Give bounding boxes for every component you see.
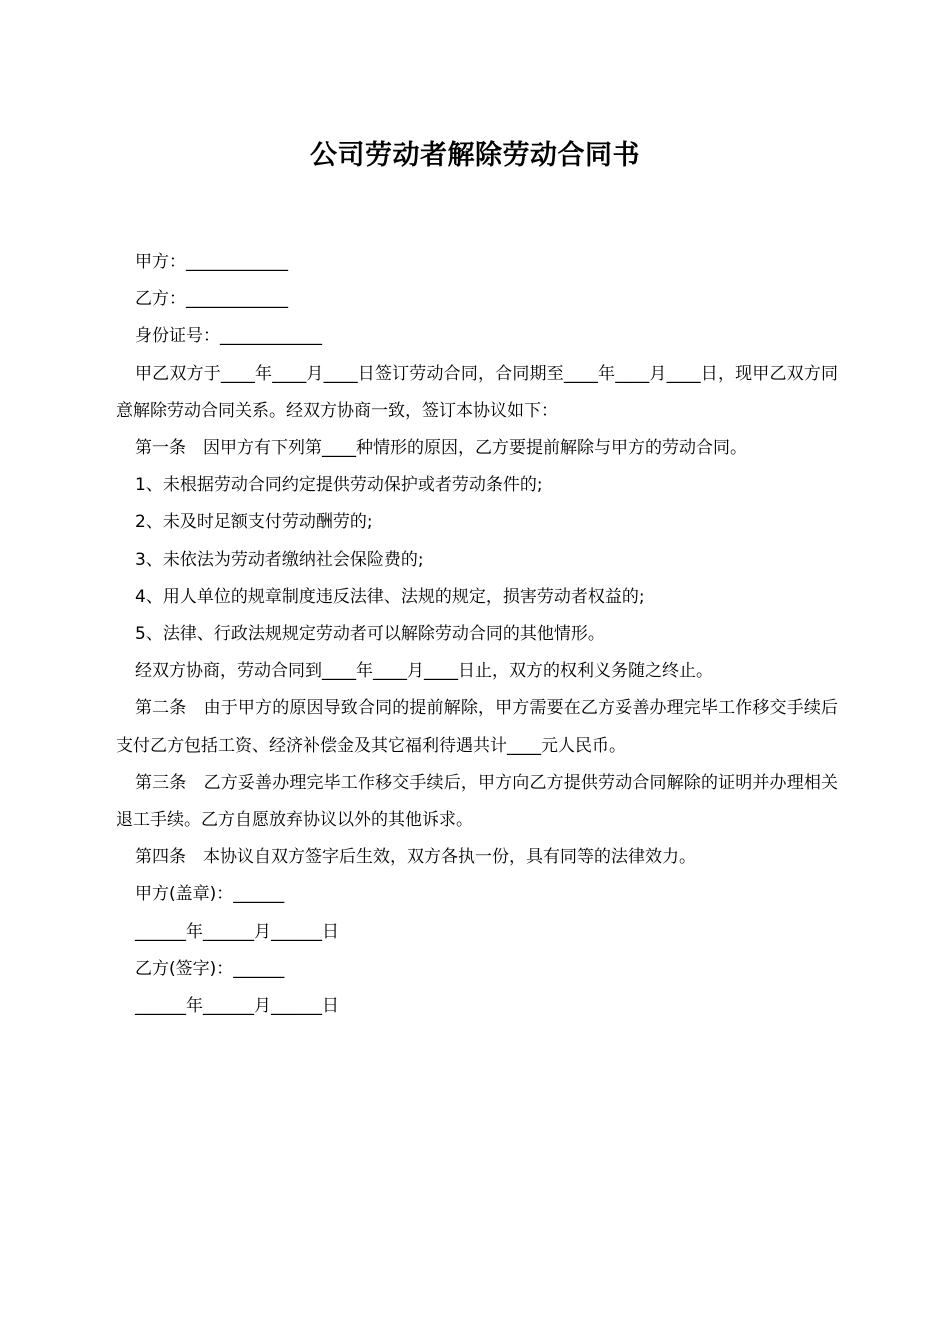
document-title: 公司劳动者解除劳动合同书: [310, 140, 640, 171]
article-four: 第四条 本协议自双方签字后生效，双方各执一份，具有同等的法律效力。: [135, 847, 696, 868]
party-a-seal-line: 甲方(盖章)：______: [135, 884, 285, 905]
condition-item-3: 3、未依法为劳动者缴纳社会保险费的;: [135, 549, 424, 570]
article-three: 第三条 乙方妥善办理完毕工作移交手续后，甲方向乙方提供劳动合同解除的证明并办理相关退工手续。乙方自愿放弃协议以外的其他诉求。: [116, 772, 838, 831]
party-b-date-line: ______年______月______日: [135, 996, 339, 1017]
condition-item-4: 4、用人单位的规章制度违反法律、法规的规定，损害劳动者权益的;: [135, 586, 645, 607]
condition-item-1: 1、未根据劳动合同约定提供劳动保护或者劳动条件的;: [135, 475, 543, 496]
article-one: 第一条 因甲方有下列第____种情形的原因，乙方要提前解除与甲方的劳动合同。: [135, 438, 747, 459]
party-a-line: 甲方：____________: [135, 252, 288, 272]
condition-item-5: 5、法律、行政法规规定劳动者可以解除劳动合同的其他情形。: [135, 624, 605, 645]
id-number-line: 身份证号：____________: [135, 326, 322, 347]
party-b-signature-line: 乙方(签字)：______: [135, 958, 285, 979]
party-b-line: 乙方：____________: [135, 289, 288, 310]
preamble-paragraph: 甲乙双方于____年____月____日签订劳动合同，合同期至____年____月____日，现甲乙双方同意解除劳动合同关系。经双方协商一致，签订本协议如下：: [116, 363, 838, 421]
article-two: 第二条 由于甲方的原因导致合同的提前解除，甲方需要在乙方妥善办理完毕工作移交手续后支付乙方包括工资、经济补偿金及其它福利待遇共计____元人民币。: [116, 698, 838, 756]
party-a-date-line: ______年______月______日: [135, 921, 339, 942]
termination-date-paragraph: 经双方协商，劳动合同到____年____月____日止，双方的权利义务随之终止。: [135, 661, 713, 682]
condition-item-2: 2、未及时足额支付劳动酬劳的;: [135, 512, 373, 533]
document-body: [116, 244, 838, 1025]
